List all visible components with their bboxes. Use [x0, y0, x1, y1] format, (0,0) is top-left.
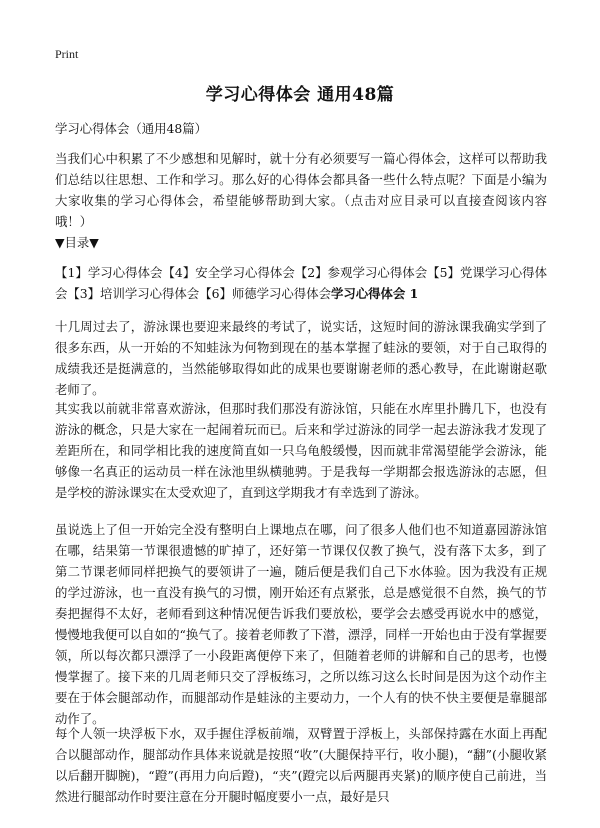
- body-paragraph-3: 虽说选上了但一开始完全没有整明白上课地点在哪，问了很多人他们也不知道嘉园游泳馆在哪，结果第一节课很遗憾的旷掉了，还好第一节课仅仅教了换气，没有落下太多，到了第二节课老师同样把换气的要领讲了一遍，随后便是我们自己下水体验。因为我没有正规的学过游泳，也一直没有换气的习惯，刚开始还有点紧张，总是感觉很不自然，换气的节奏把握得不太好，老师看到这种情况便告诉我们要放松，要学会去感受再说水中的感觉，慢慢地我便可以自如的“换气了。接着老师教了下潜，漂浮，同样一开始也由于没有掌握要领，所以每次都只漂浮了一小段距离便停下来了，但随着老师的讲解和自己的思考，也慢慢掌握了。接下来的几周老师只交了浮板练习，之所以练习这么长时间是因为这个动作主要在于体会腿部动作，而腿部动作是蛙泳的主要动力，一个人有的快不快主要便是靠腿部动作了。: [55, 522, 547, 726]
- toc-link-1[interactable]: 【1】学习心得体会: [55, 265, 163, 280]
- toc-link-3[interactable]: 【3】培训学习心得体会: [67, 286, 200, 301]
- section-heading-1: 学习心得体会 1: [330, 286, 419, 301]
- intro-paragraph: 当我们心中积累了不少感想和见解时，就十分有必须要写一篇心得体会，这样可以帮助我们总结以往思想、工作和学习。那么好的心得体会都具备一些什么特点呢？下面是小编为大家收集的学习心得体会，希望能够帮助到大家。（点击对应目录可以直接查阅该内容哦！）: [55, 151, 547, 229]
- print-label: Print: [55, 47, 79, 61]
- toc-link-4[interactable]: 【4】安全学习心得体会: [162, 265, 295, 280]
- table-of-contents: [55, 262, 547, 304]
- document-subtitle: 学习心得体会（通用48篇）: [55, 121, 208, 136]
- toc-heading: ▼目录▼: [55, 235, 99, 250]
- toc-link-5[interactable]: 【5】党课学习心得体会: [55, 265, 548, 301]
- body-paragraph-4: 每个人领一块浮板下水，双手握住浮板前端，双臂置于浮板上，头部保持露在水面上再配合以腿部动作，腿部动作具体来说就是按照“收”(大腿保持平行，收小腿)，“翻”(小腿收紧以后翻开脚腕)，“蹬”(再用力向后蹬)，“夹”(蹬完以后两腿再夹紧)的顺序使自己前进，当然进行腿部动作时要注意在分开腿时幅度要小一点，最好是只: [55, 726, 547, 804]
- toc-link-6[interactable]: 【6】师德学习心得体会: [199, 286, 331, 301]
- toc-link-2[interactable]: 【2】参观学习心得体会: [294, 265, 428, 280]
- body-paragraph-1: 十几周过去了，游泳课也要迎来最终的考试了，说实话，这短时间的游泳课我确实学到了很多东西，从一开始的不知蛙泳为何物到现在的基本掌握了蛙泳的要领，对于自己取得的成绩我还是挺满意的，当然能够取得如此的成果也要谢谢老师的悉心教导，在此谢谢赵歌老师了。: [55, 319, 547, 397]
- page-title: 学习心得体会 通用48篇: [205, 85, 395, 105]
- body-paragraph-2: 其实我以前就非常喜欢游泳，但那时我们那没有游泳馆，只能在水库里扑腾几下，也没有游泳的概念，只是大家在一起闹着玩而已。后来和学过游泳的同学一起去游泳我才发现了差距所在，和同学相比我的速度简直如一只乌龟般缓慢，因而就非常渴望能学会游泳，能够像一名真正的运动员一样在泳池里纵横驰骋。于是我每一学期都会报选游泳的志愿，但是学校的游泳课实在太受欢迎了，直到这学期我才有幸选到了游泳。: [55, 401, 547, 500]
